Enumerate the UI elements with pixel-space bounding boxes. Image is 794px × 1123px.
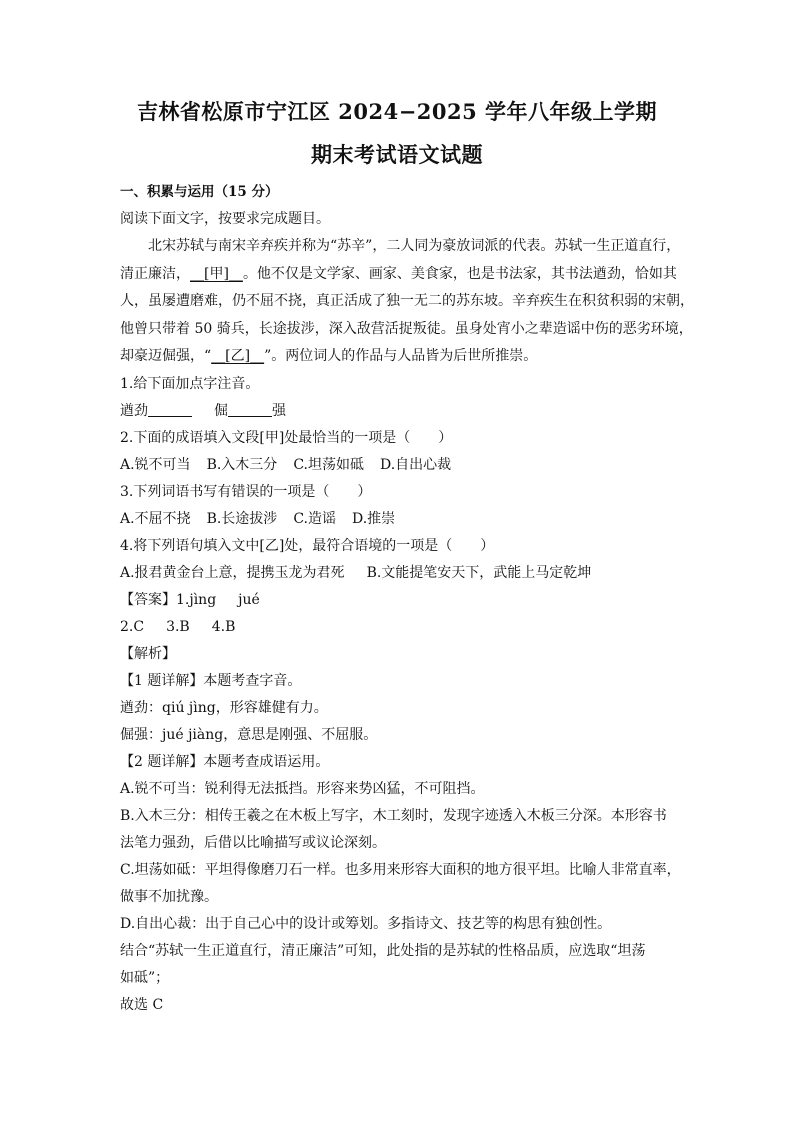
option: A.不屈不挠 [120, 510, 191, 527]
option: D.自出心裁 [379, 456, 452, 473]
option: B.长途拔涉 [206, 510, 278, 527]
option: C.造谣 [293, 510, 336, 527]
document-body [120, 206, 694, 1019]
question-2: 2.下面的成语填入文段[甲]处最恰当的一项是（ ） [120, 429, 453, 446]
answer-line: 【答案】1.jìng jué [120, 591, 260, 608]
analysis-q1-heading: 【1 题详解】本题考查字音。 [120, 672, 302, 689]
option: B.文能提笔安天下，武能上马定乾坤 [366, 564, 592, 581]
option: A.报君黄金台上意，提携玉龙为君死 [120, 564, 345, 581]
passage-line: 他曾只带着 50 骑兵，长途拔涉，深入敌营活捉叛徒。虽身处宵小之辈造谣中伤的恶劣环境， [120, 320, 693, 337]
answer-label: 【答案】 [120, 591, 176, 608]
analysis-line: 结合“苏轼一生正道直行，清正廉洁”可知，此处指的是苏轼的性格品质，应选取“坦荡 [120, 942, 646, 959]
instruction: 阅读下面文字，按要求完成题目。 [120, 211, 330, 227]
analysis-line: 做事不加扰豫。 [120, 888, 218, 905]
analysis-conclusion: 故选 C [120, 996, 164, 1013]
blank-yi: __[乙]__ [211, 348, 265, 365]
title-line-2: 期末考试语文试题 [311, 142, 483, 167]
analysis-label: 【解析】 [120, 645, 176, 662]
analysis-line: D.自出心裁：出于自己心中的设计或筹划。多指诗文、技艺等的构思有独创性。 [120, 915, 612, 932]
title-line-1: 吉林省松原市宁江区 2024−2025 学年八年级上学期 [136, 99, 658, 124]
option: A.锐不可当 [120, 456, 191, 473]
section-heading: 一、积累与运用（15 分） [120, 184, 279, 200]
analysis-line: 如砥”； [120, 969, 170, 986]
question-4: 4.将下列语句填入文中[乙]处，最符合语境的一项是（ ） [120, 537, 495, 554]
blank-jia: __[甲]__ [190, 265, 243, 282]
question-3: 3.下列词语书写有错误的一项是（ ） [120, 483, 372, 500]
passage-line: 北宋苏轼与南宋辛弃疾并称为“苏辛”，二人同为豪放词派的代表。苏轼一生正道直行， [148, 238, 681, 254]
question-4-options [120, 560, 686, 587]
question-1: 1.给下面加点字注音。 [120, 375, 260, 392]
question-2-options [120, 452, 686, 479]
analysis-line: 法笔力强劲，后借以比喻描写或议论深刻。 [120, 834, 386, 851]
analysis-line: B.入木三分：相传王羲之在木板上写字，木工刻时，发现字迹透入木板三分深。本形容书 [120, 807, 667, 824]
passage-line: 却豪迈倔强，“__[乙]__”。两位词人的作品与人品皆为后世所推崇。 [120, 348, 538, 365]
answer-blank [148, 400, 192, 417]
analysis-q2-heading: 【2 题详解】本题考查成语运用。 [120, 753, 330, 770]
analysis-line: C.坦荡如砥：平坦得像磨刀石一样。也多用来形容大面积的地方很平坦。比喻人非常直率， [120, 861, 681, 878]
analysis-line: 倔强：jué jiàng，意思是刚强、不屈服。 [120, 726, 378, 743]
answer-line: 2.C 3.B 4.B [120, 618, 236, 635]
analysis-line: A.锐不可当：锐利得无法抵挡。形容来势凶猛，不可阻挡。 [120, 780, 485, 797]
option: B.入木三分 [206, 456, 278, 473]
passage-line: 清正廉洁，__[甲]__。他不仅是文学家、画家、美食家，也是书法家，其书法遒劲，恰如其 [120, 265, 677, 282]
question-3-options [120, 506, 686, 533]
passage-line: 人，虽屡遭磨难，仍不屈不挠，真正活成了独一无二的苏东坡。辛弃疾生在积贫积弱的宋朝， [120, 293, 694, 310]
question-1-words: 遒劲 倔 强 [120, 398, 686, 425]
answer-blank [228, 400, 272, 417]
reading-passage [120, 233, 694, 371]
option: D.推崇 [351, 510, 396, 527]
option: C.坦荡如砥 [293, 456, 364, 473]
analysis-line: 遒劲：qiú jìng，形容雄健有力。 [120, 699, 328, 716]
